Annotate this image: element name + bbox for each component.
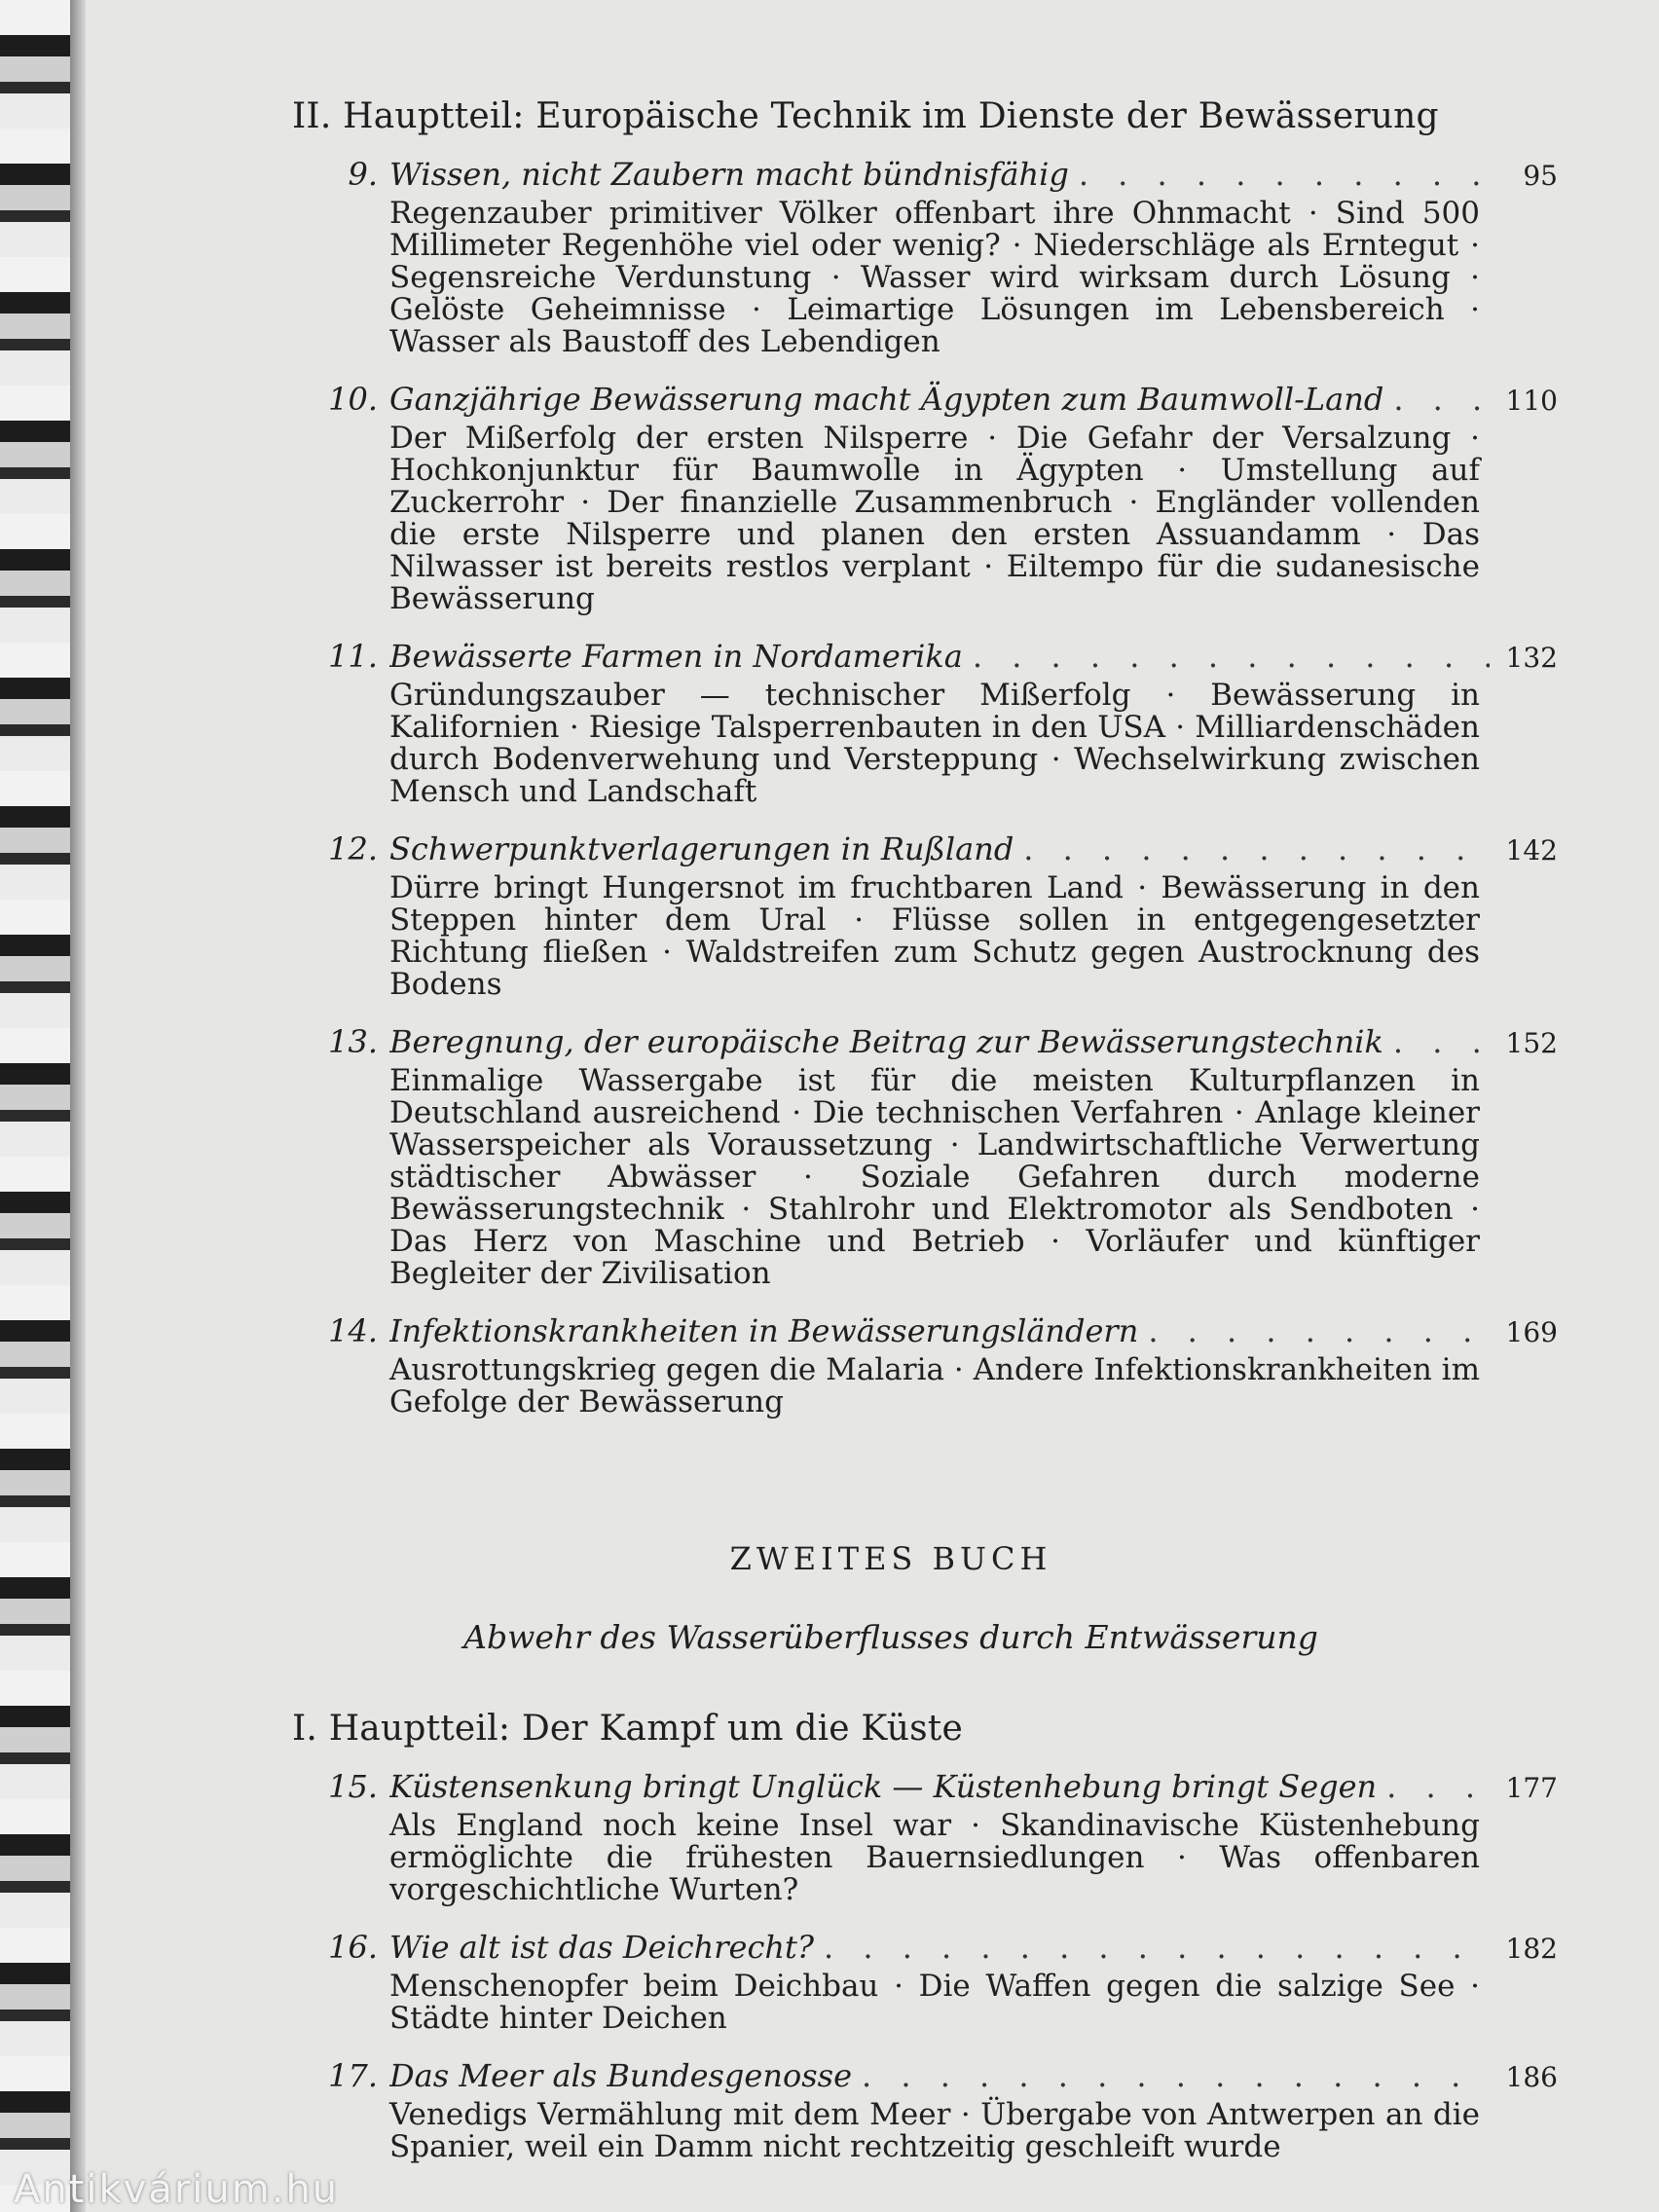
- chapter-title: Schwerpunktverlagerungen in Rußland: [389, 830, 1014, 867]
- page-number: 95: [1523, 160, 1558, 192]
- chapter-title: Bewässerte Farmen in Nordamerika: [389, 638, 963, 675]
- page-gutter: [70, 0, 86, 2212]
- part-heading-2: II. Hauptteil: Europäische Technik im Dienste der Bewässerung: [292, 96, 1439, 136]
- chapter-summary: Der Mißerfolg der ersten Nilsperre · Die Gefahr der Versalzung · Hochkonjunktur für Baumwolle in Ägypten · Umstellung auf Zuckerrohr · Der finanzielle Zusammenbruch · Engländer vollenden die erste Nilsperre und planen den ersten Assuandamm · Das Nilwasser ist bereits restlos verplant · Eiltempo für die sudanesische Bewässerung: [389, 421, 1480, 616]
- toc-entry: [292, 1309, 1558, 1419]
- page-number: 152: [1505, 1027, 1558, 1059]
- chapter-number: 10.: [328, 381, 378, 418]
- part-1-entries: [292, 1765, 1558, 2163]
- chapter-title: Wie alt ist das Deichrecht?: [389, 1929, 814, 1966]
- page-number: 132: [1505, 642, 1558, 674]
- chapter-summary: Regenzauber primitiver Völker offenbart ihre Ohnmacht · Sind 500 Millimeter Regenhöhe viel oder wenig? · Niederschläge als Erntegut · Segensreiche Verdunstung · Wasser wird wirksam durch Lösung · Gelöste Geheimnisse · Leimartige Lösungen im Lebensbereich · Wasser als Baustoff des Lebendigen: [389, 196, 1480, 359]
- leader-dots: [1386, 1765, 1490, 1808]
- chapter-title: Beregnung, der europäische Beitrag zur Bewässerungstechnik: [389, 1023, 1383, 1060]
- toc-entry: [292, 378, 1558, 615]
- watermark-logo: Antikvárium.hu: [14, 2167, 340, 2212]
- toc-entry: [292, 1765, 1558, 1906]
- chapter-summary: Dürre bringt Hungersnot im fruchtbaren Land · Bewässerung in den Steppen hinter dem Ural · Flüsse sollen in entgegengesetzter Richtung fließen · Waldstreifen zum Schutz gegen Austrocknung des Bodens: [389, 870, 1480, 1002]
- toc-entry: [292, 1926, 1558, 2035]
- leader-dots: [1079, 153, 1490, 196]
- book-heading: ZWEITES BUCH: [729, 1540, 1052, 1577]
- leader-dots: [1393, 1020, 1490, 1063]
- book-spine: [0, 0, 70, 2212]
- page-number: 142: [1505, 834, 1558, 866]
- chapter-number: 17.: [328, 2057, 378, 2094]
- chapter-number: 13.: [328, 1023, 378, 1060]
- leader-dots: [824, 1926, 1490, 1969]
- entry-heading: [292, 1020, 1558, 1065]
- entry-heading: [292, 1765, 1558, 1810]
- entry-heading: [292, 635, 1558, 680]
- table-of-contents: [292, 92, 1558, 2183]
- toc-entry: [292, 635, 1558, 808]
- page-number: 177: [1505, 1772, 1558, 1804]
- chapter-summary: Gründungszauber — technischer Mißerfolg · Bewässerung in Kalifornien · Riesige Talsperrenbauten in den USA · Milliardenschäden durch Bodenverwehung und Versteppung · Wechselwirkung zwischen Mensch und Landschaft: [389, 678, 1480, 809]
- book-subtitle: Abwehr des Wasserüberflusses durch Entwässerung: [463, 1618, 1318, 1656]
- leader-dots: [862, 2054, 1490, 2097]
- leader-dots: [973, 635, 1490, 678]
- chapter-summary: Menschenopfer beim Deichbau · Die Waffen gegen die salzige See · Städte hinter Deichen: [389, 1969, 1480, 2036]
- entry-heading: [292, 2054, 1558, 2099]
- chapter-number: 12.: [328, 830, 378, 867]
- entry-heading: [292, 378, 1558, 423]
- page-number: 182: [1505, 1933, 1558, 1965]
- chapter-title: Wissen, nicht Zaubern macht bündnisfähig: [389, 156, 1069, 193]
- page-number: 110: [1505, 385, 1558, 417]
- chapter-summary: Ausrottungskrieg gegen die Malaria · Andere Infektionskrankheiten im Gefolge der Bewässerung: [389, 1352, 1480, 1419]
- leader-dots: [1023, 828, 1490, 870]
- part-heading-1: I. Hauptteil: Der Kampf um die Küste: [292, 1709, 963, 1749]
- chapter-title: Infektionskrankheiten in Bewässerungsländern: [389, 1312, 1139, 1349]
- toc-entry: [292, 1020, 1558, 1290]
- chapter-summary: Venedigs Vermählung mit dem Meer · Übergabe von Antwerpen an die Spanier, weil ein Damm nicht rechtzeitig geschleift wurde: [389, 2097, 1480, 2164]
- chapter-title: Ganzjährige Bewässerung macht Ägypten zum Baumwoll-Land: [389, 381, 1384, 418]
- chapter-title: Das Meer als Bundesgenosse: [389, 2057, 852, 2094]
- chapter-number: 15.: [328, 1768, 378, 1805]
- leader-dots: [1393, 378, 1490, 421]
- entry-heading: [292, 153, 1558, 198]
- chapter-summary: Einmalige Wassergabe ist für die meisten Kulturpflanzen in Deutschland ausreichend · Die technischen Verfahren · Anlage kleiner Wasserspeicher als Voraussetzung · Landwirtschaftliche Verwertung städtischer Abwässer · Soziale Gefahren durch moderne Bewässerungstechnik · Stahlrohr und Elektromotor als Sendboten · Das Herz von Maschine und Betrieb · Vorläufer und künftiger Begleiter der Zivilisation: [389, 1063, 1480, 1291]
- part-2-entries: [292, 153, 1558, 1419]
- leader-dots: [1148, 1309, 1490, 1352]
- entry-heading: [292, 1926, 1558, 1971]
- chapter-number: 16.: [328, 1929, 378, 1966]
- entry-heading: [292, 1309, 1558, 1354]
- chapter-number: 9.: [348, 156, 378, 193]
- chapter-number: 14.: [328, 1312, 378, 1349]
- chapter-number: 11.: [328, 638, 378, 675]
- page-number: 186: [1505, 2061, 1558, 2093]
- toc-entry: [292, 2054, 1558, 2163]
- chapter-summary: Als England noch keine Insel war · Skandinavische Küstenhebung ermöglichte die frühesten Bauernsiedlungen · Was offenbaren vorgeschichtliche Wurten?: [389, 1808, 1480, 1907]
- toc-entry: [292, 153, 1558, 358]
- toc-entry: [292, 828, 1558, 1001]
- entry-heading: [292, 828, 1558, 872]
- chapter-title: Küstensenkung bringt Unglück — Küstenhebung bringt Segen: [389, 1768, 1378, 1805]
- page-number: 169: [1505, 1316, 1558, 1348]
